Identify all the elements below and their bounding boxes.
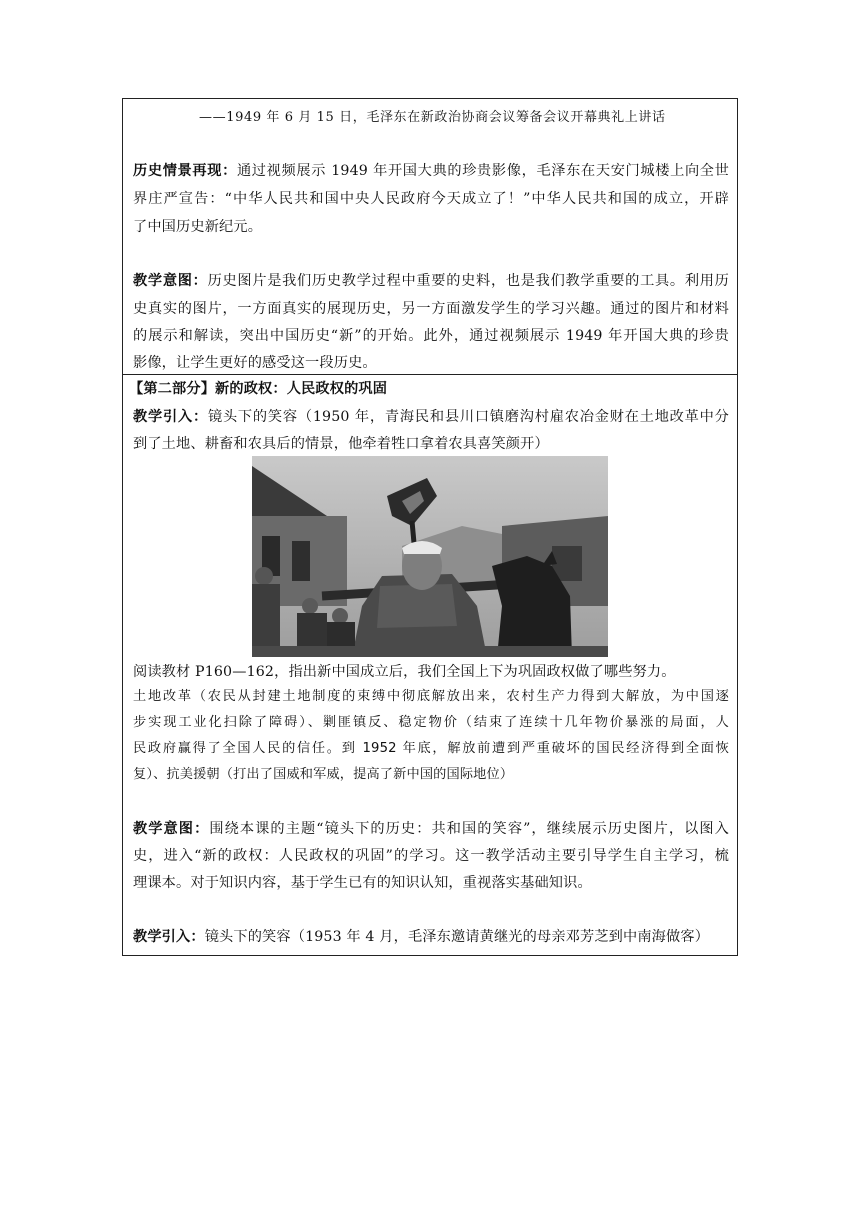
intent2-paragraph-line: 教学意图：围绕本课的主题“镜头下的历史：共和国的笑容”，继续展示历史图片，以图入 bbox=[133, 821, 729, 837]
scene-paragraph-line: 界庄严宣告：“中华人民共和国中央人民政府今天成立了！”中华人民共和国的成立，开辟 bbox=[133, 191, 729, 207]
intent2-paragraph-line: 史，进入“新的政权：人民政权的巩固”的学习。这一教学活动主要引导学生自主学习，梳 bbox=[133, 848, 729, 864]
intro-paragraph-line: 教学引入：镜头下的笑容（1950 年，青海民和县川口镇磨沟村雇农冶金财在土地改革中分 bbox=[133, 409, 729, 425]
intent-paragraph-line: 教学意图：历史图片是我们历史教学过程中重要的史料，也是我们教学重要的工具。利用历 bbox=[133, 273, 729, 289]
section-heading: 【第二部分】新的政权：人民政权的巩固 bbox=[129, 381, 388, 397]
intent-paragraph-line: 的展示和解读，突出中国历史“新”的开始。此外，通过视频展示 1949 年开国大典的珍贵 bbox=[133, 328, 729, 344]
intent-label: 教学意图： bbox=[133, 273, 208, 289]
intent2-label: 教学意图： bbox=[133, 821, 210, 837]
intro-paragraph-line: 到了土地、耕畜和农具后的情景，他牵着牲口拿着农具喜笑颜开） bbox=[133, 436, 549, 452]
intro2-paragraph-line: 教学引入：镜头下的笑容（1953 年 4 月，毛泽东邀请黄继光的母亲邓芳芝到中南海做客） bbox=[133, 929, 710, 945]
intro2-label: 教学引入： bbox=[133, 929, 205, 945]
answer-paragraph-line: 步实现工业化扫除了障碍）、剿匪镇反、稳定物价（结束了连续十几年物价暴涨的局面，人 bbox=[133, 715, 729, 730]
lesson-plan-table bbox=[122, 98, 738, 956]
scene-paragraph-line: 历史情景再现：通过视频展示 1949 年开国大典的珍贵影像，毛泽东在天安门城楼上向全世 bbox=[133, 163, 729, 179]
intent2-paragraph-line: 理课本。对于知识内容，基于学生已有的知识认知，重视落实基础知识。 bbox=[133, 875, 592, 891]
intent-paragraph-line: 史真实的图片，一方面真实的展现历史，另一方面激发学生的学习兴趣。通过的图片和材料 bbox=[133, 301, 729, 317]
quote-source: ——1949 年 6 月 15 日，毛泽东在新政治协商会议筹备会议开幕典礼上讲话 bbox=[199, 110, 666, 125]
intro-label: 教学引入： bbox=[133, 409, 208, 425]
answer-paragraph-line: 复）、抗美援朝（打出了国威和军威，提高了新中国的国际地位） bbox=[133, 767, 514, 782]
scene-label: 历史情景再现： bbox=[133, 163, 237, 179]
historical-photo bbox=[252, 456, 608, 657]
scene-paragraph-line: 了中国历史新纪元。 bbox=[133, 219, 263, 235]
table-cell-part-two bbox=[123, 375, 737, 957]
answer-paragraph-line: 民政府赢得了全国人民的信任。到 1952 年底，解放前遭到严重破坏的国民经济得到全面恢 bbox=[133, 741, 729, 756]
table-cell-part-one-end bbox=[123, 99, 737, 375]
answer-paragraph-line: 土地改革（农民从封建土地制度的束缚中彻底解放出来，农村生产力得到大解放，为中国逐 bbox=[133, 689, 729, 704]
intent-paragraph-line: 影像，让学生更好的感受这一段历史。 bbox=[133, 355, 377, 371]
reading-task: 阅读教材 P160—162，指出新中国成立后，我们全国上下为巩固政权做了哪些努力。 bbox=[133, 664, 676, 680]
